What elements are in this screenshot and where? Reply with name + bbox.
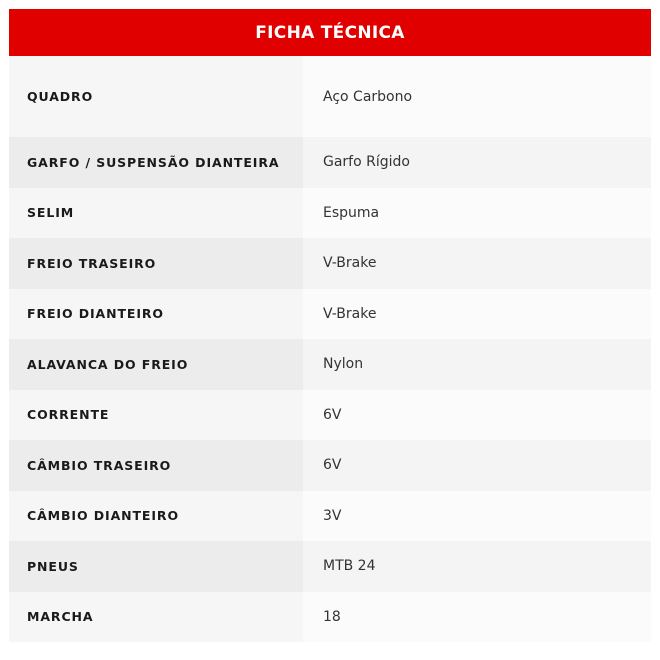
table-row bbox=[9, 289, 651, 340]
spec-value: 6V bbox=[303, 390, 651, 441]
spec-value: 18 bbox=[303, 592, 651, 643]
table-row bbox=[9, 188, 651, 239]
table-row bbox=[9, 491, 651, 542]
spec-label: CÂMBIO TRASEIRO bbox=[9, 440, 303, 491]
spec-label: FREIO TRASEIRO bbox=[9, 238, 303, 289]
spec-value: MTB 24 bbox=[303, 541, 651, 592]
spec-table bbox=[9, 9, 651, 642]
spec-table-title: FICHA TÉCNICA bbox=[9, 9, 651, 56]
spec-value: Garfo Rígido bbox=[303, 137, 651, 188]
table-row bbox=[9, 592, 651, 643]
spec-label: CÂMBIO DIANTEIRO bbox=[9, 491, 303, 542]
table-row bbox=[9, 339, 651, 390]
spec-label: GARFO / SUSPENSÃO DIANTEIRA bbox=[9, 137, 303, 188]
table-row bbox=[9, 137, 651, 188]
spec-label: FREIO DIANTEIRO bbox=[9, 289, 303, 340]
spec-label: ALAVANCA DO FREIO bbox=[9, 339, 303, 390]
spec-label: QUADRO bbox=[9, 56, 303, 137]
spec-value: 6V bbox=[303, 440, 651, 491]
spec-value: Nylon bbox=[303, 339, 651, 390]
table-row bbox=[9, 390, 651, 441]
spec-label: CORRENTE bbox=[9, 390, 303, 441]
spec-label: PNEUS bbox=[9, 541, 303, 592]
table-row bbox=[9, 238, 651, 289]
spec-value: 3V bbox=[303, 491, 651, 542]
table-row bbox=[9, 440, 651, 491]
table-row bbox=[9, 541, 651, 592]
spec-value: V-Brake bbox=[303, 289, 651, 340]
spec-value: Aço Carbono bbox=[303, 56, 651, 137]
spec-value: V-Brake bbox=[303, 238, 651, 289]
table-row bbox=[9, 56, 651, 137]
spec-label: SELIM bbox=[9, 188, 303, 239]
spec-label: MARCHA bbox=[9, 592, 303, 643]
spec-value: Espuma bbox=[303, 188, 651, 239]
